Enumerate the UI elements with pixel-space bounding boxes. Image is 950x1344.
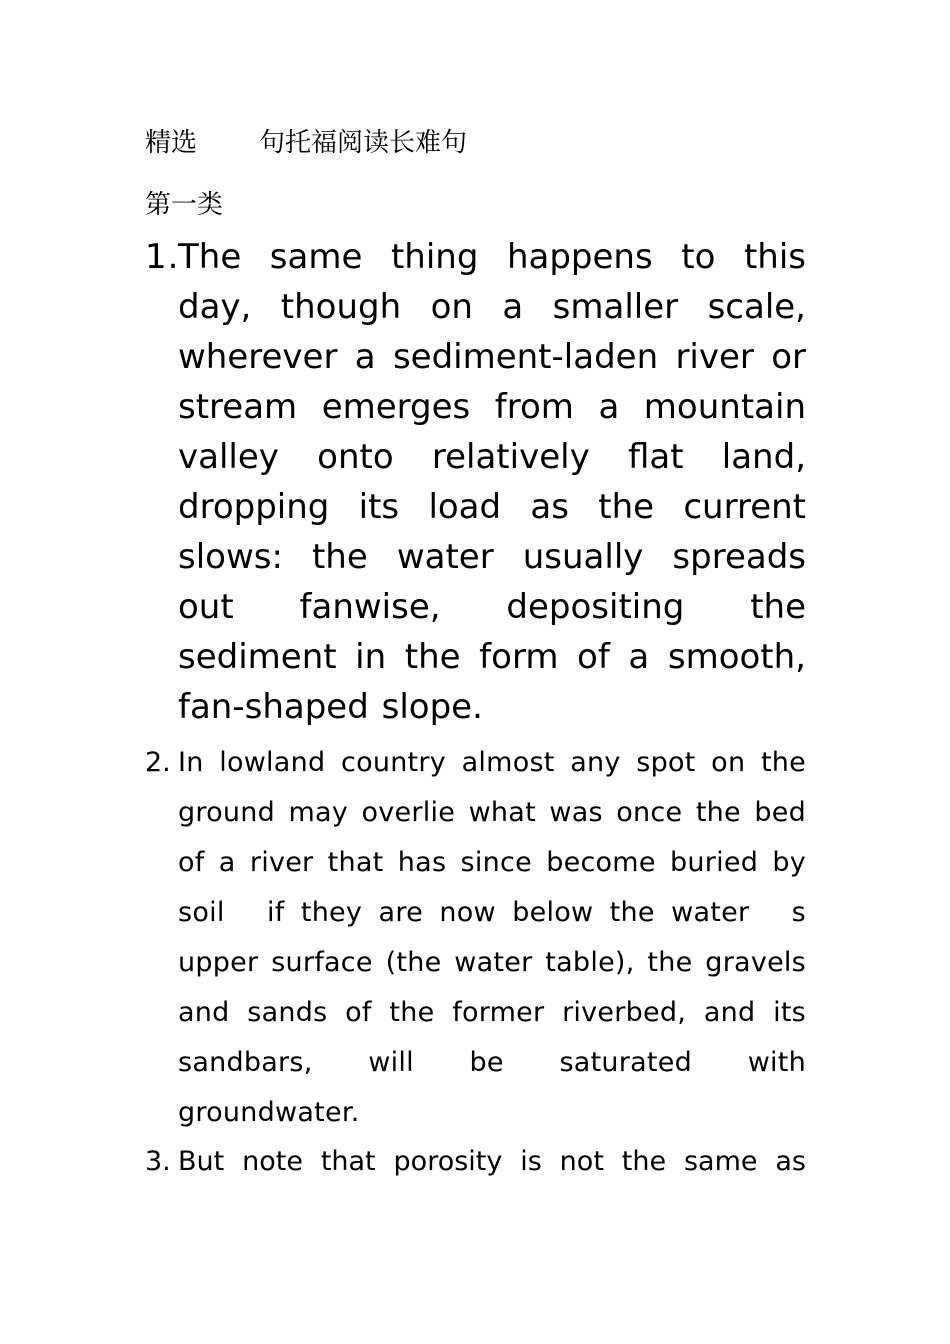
title-main: 句托福阅读长难句 [259, 128, 468, 158]
title-prefix: 精选 [145, 128, 198, 158]
list-item [145, 738, 806, 1138]
page-title [145, 128, 467, 158]
section-heading: 第一类 [145, 190, 224, 220]
item-text: But note that porosity is not the same as [178, 1146, 806, 1177]
item-text: The same thing happens to this day, though on a smaller scale, wherever a sediment-laden river or stream emerges from a mountain valley onto relatively flat land, dropping its load as the current slows: the water usually spreads out fanwise, depositing the sediment in the form of a smooth, fan-shaped slope. [178, 237, 806, 727]
item-number: 3. [145, 1146, 171, 1177]
item-number: 2. [145, 747, 171, 778]
item-text: In lowland country almost any spot on the ground may overlie what was once the bed of a river that has since become buried by soil if they are now below the water s upper surface (the water table), the gravels and sands of the former riverbed, and its sandbars, will be saturated with groundwater. [178, 747, 806, 1128]
list-item [145, 1137, 806, 1187]
item-number: 1. [145, 237, 180, 277]
list-item [145, 232, 806, 732]
